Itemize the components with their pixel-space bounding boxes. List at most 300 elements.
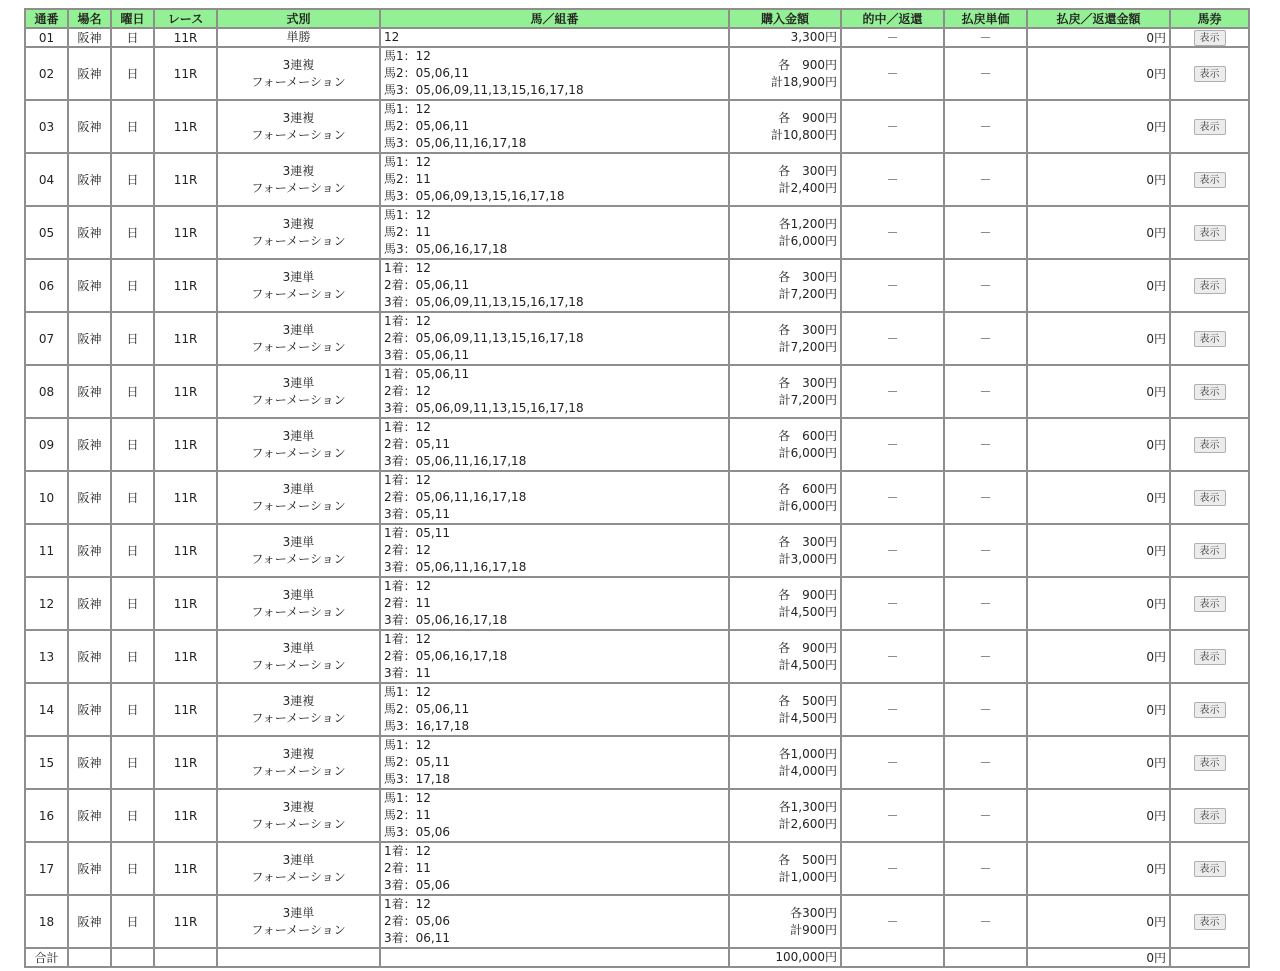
combination-line: 馬1：12 — [384, 685, 431, 699]
hit-return-cell: － — [841, 259, 944, 312]
bet-type-cell — [217, 577, 380, 630]
purchase-amount-cell — [729, 259, 841, 312]
bet-type-line: フォーメーション — [251, 392, 346, 407]
bet-type-cell — [217, 206, 380, 259]
combination-line: 馬2：05,06,11 — [384, 66, 470, 80]
bet-type-cell — [217, 365, 380, 418]
combination-line: 3着：05,06,09,11,13,15,16,17,18 — [384, 295, 584, 309]
combination-line: 1着：12 — [384, 844, 431, 858]
table-row — [25, 736, 1249, 789]
amount-line: 各1,000円 — [778, 746, 837, 761]
show-ticket-button[interactable]: 表示 — [1194, 30, 1226, 46]
hit-return-cell: － — [841, 842, 944, 895]
header-bet-type: 式別 — [217, 9, 380, 28]
combination-cell — [380, 153, 729, 206]
total-amount: 100,000円 — [729, 948, 841, 967]
bet-type-line: 3連複 — [282, 799, 315, 814]
payout-unit-cell: － — [944, 259, 1027, 312]
combination-line: 1着：12 — [384, 473, 431, 487]
amount-line: 各 900円 — [778, 110, 837, 125]
bet-type-line: 3連複 — [282, 110, 315, 125]
ticket-cell — [1170, 365, 1249, 418]
race-cell: 11R — [154, 259, 217, 312]
bet-type-line: フォーメーション — [251, 763, 346, 778]
race-cell: 11R — [154, 471, 217, 524]
venue-cell: 阪神 — [68, 153, 111, 206]
race-cell: 11R — [154, 524, 217, 577]
payout-amount-cell: 0円 — [1027, 153, 1170, 206]
table-row — [25, 47, 1249, 100]
table-row — [25, 312, 1249, 365]
ticket-cell — [1170, 418, 1249, 471]
hit-return-cell: － — [841, 418, 944, 471]
bet-type-line: フォーメーション — [251, 498, 346, 513]
combination-line: 2着：11 — [384, 861, 431, 875]
combination-cell — [380, 259, 729, 312]
payout-unit-cell: － — [944, 365, 1027, 418]
header-race: レース — [154, 9, 217, 28]
combination-cell — [380, 736, 729, 789]
bet-type-line: 3連単 — [282, 587, 315, 602]
amount-line: 各 300円 — [778, 163, 837, 178]
combination-line: 3着：05,11 — [384, 507, 450, 521]
venue-cell: 阪神 — [68, 842, 111, 895]
show-ticket-button[interactable]: 表示 — [1194, 278, 1226, 294]
weekday-cell: 日 — [111, 153, 154, 206]
bet-type-line: 3連単 — [282, 269, 315, 284]
payout-unit-cell: － — [944, 28, 1027, 47]
amount-line: 各1,300円 — [778, 799, 837, 814]
amount-line: 計7,200円 — [778, 339, 837, 354]
combination-line: 1着：12 — [384, 579, 431, 593]
race-cell: 11R — [154, 683, 217, 736]
weekday-cell: 日 — [111, 577, 154, 630]
venue-cell: 阪神 — [68, 418, 111, 471]
serial-cell: 11 — [25, 524, 68, 577]
show-ticket-button[interactable]: 表示 — [1194, 490, 1226, 506]
weekday-cell: 日 — [111, 842, 154, 895]
show-ticket-button[interactable]: 表示 — [1194, 808, 1226, 824]
combination-line: 馬2：11 — [384, 172, 431, 186]
show-ticket-button[interactable]: 表示 — [1194, 649, 1226, 665]
bet-type-cell — [217, 312, 380, 365]
combination-line: 3着：05,06,11,16,17,18 — [384, 454, 527, 468]
combination-line: 馬3：05,06,11,16,17,18 — [384, 136, 527, 150]
serial-cell: 03 — [25, 100, 68, 153]
combination-line: 馬1：12 — [384, 791, 431, 805]
purchase-amount-cell — [729, 577, 841, 630]
combination-cell — [380, 312, 729, 365]
hit-return-cell: － — [841, 895, 944, 948]
weekday-cell: 日 — [111, 259, 154, 312]
bet-type-line: フォーメーション — [251, 604, 346, 619]
bet-type-cell — [217, 789, 380, 842]
amount-line: 計6,000円 — [778, 445, 837, 460]
table-row — [25, 471, 1249, 524]
weekday-cell: 日 — [111, 736, 154, 789]
table-row — [25, 206, 1249, 259]
combination-line: 馬3：05,06,09,11,13,15,16,17,18 — [384, 83, 584, 97]
serial-cell: 08 — [25, 365, 68, 418]
amount-line: 各 600円 — [778, 481, 837, 496]
purchase-amount-cell — [729, 206, 841, 259]
table-body — [25, 28, 1249, 948]
bet-type-cell — [217, 630, 380, 683]
venue-cell: 阪神 — [68, 789, 111, 842]
table-row — [25, 895, 1249, 948]
header-payout-amount: 払戻／返還金額 — [1027, 9, 1170, 28]
combination-line: 1着：05,11 — [384, 526, 450, 540]
race-cell: 11R — [154, 206, 217, 259]
hit-return-cell: － — [841, 789, 944, 842]
bet-type-line: フォーメーション — [251, 180, 346, 195]
amount-line: 計1,000円 — [778, 869, 837, 884]
show-ticket-button[interactable]: 表示 — [1194, 543, 1226, 559]
payout-amount-cell: 0円 — [1027, 100, 1170, 153]
bet-type-line: フォーメーション — [251, 233, 346, 248]
serial-cell: 18 — [25, 895, 68, 948]
payout-amount-cell: 0円 — [1027, 418, 1170, 471]
payout-unit-cell: － — [944, 842, 1027, 895]
combination-line: 馬1：12 — [384, 738, 431, 752]
race-cell: 11R — [154, 28, 217, 47]
combination-cell — [380, 365, 729, 418]
table-row — [25, 100, 1249, 153]
weekday-cell: 日 — [111, 418, 154, 471]
combination-cell — [380, 100, 729, 153]
payout-unit-cell: － — [944, 312, 1027, 365]
amount-line: 計4,500円 — [778, 604, 837, 619]
combination-cell — [380, 47, 729, 100]
race-cell: 11R — [154, 736, 217, 789]
venue-cell: 阪神 — [68, 471, 111, 524]
purchase-amount-cell — [729, 418, 841, 471]
combination-line: 1着：12 — [384, 314, 431, 328]
weekday-cell: 日 — [111, 312, 154, 365]
hit-return-cell: － — [841, 577, 944, 630]
payout-unit-cell: － — [944, 418, 1027, 471]
payout-amount-cell: 0円 — [1027, 895, 1170, 948]
serial-cell: 10 — [25, 471, 68, 524]
race-cell: 11R — [154, 153, 217, 206]
combination-line: 馬1：12 — [384, 49, 431, 63]
bet-type-line: 3連単 — [282, 481, 315, 496]
venue-cell: 阪神 — [68, 312, 111, 365]
combination-line: 3着：05,06,11,16,17,18 — [384, 560, 527, 574]
combination-line: 2着：05,06 — [384, 914, 450, 928]
amount-line: 計4,500円 — [778, 710, 837, 725]
combination-line: 馬1：12 — [384, 155, 431, 169]
payout-amount-cell: 0円 — [1027, 206, 1170, 259]
combination-line: 1着：12 — [384, 261, 431, 275]
amount-line: 各 300円 — [778, 534, 837, 549]
amount-line: 各 300円 — [778, 375, 837, 390]
purchase-amount-cell — [729, 153, 841, 206]
hit-return-cell: － — [841, 524, 944, 577]
combination-line: 馬2：05,06,11 — [384, 702, 470, 716]
combination-cell — [380, 842, 729, 895]
payout-unit-cell: － — [944, 577, 1027, 630]
ticket-cell — [1170, 577, 1249, 630]
bet-type-line: フォーメーション — [251, 286, 346, 301]
serial-cell: 04 — [25, 153, 68, 206]
show-ticket-button[interactable]: 表示 — [1194, 755, 1226, 771]
bet-history-table — [24, 8, 1250, 968]
weekday-cell: 日 — [111, 524, 154, 577]
payout-amount-cell: 0円 — [1027, 28, 1170, 47]
combination-line: 馬2：05,06,11 — [384, 119, 470, 133]
combination-cell — [380, 206, 729, 259]
amount-line: 各1,200円 — [778, 216, 837, 231]
weekday-cell: 日 — [111, 365, 154, 418]
bet-type-line: 3連複 — [282, 163, 315, 178]
combination-line: 馬2：11 — [384, 225, 431, 239]
combination-line: 馬3：16,17,18 — [384, 719, 470, 733]
race-cell: 11R — [154, 418, 217, 471]
header-ticket: 馬券 — [1170, 9, 1249, 28]
table-row — [25, 28, 1249, 47]
payout-amount-cell: 0円 — [1027, 47, 1170, 100]
combination-line: 1着：12 — [384, 897, 431, 911]
bet-type-line: フォーメーション — [251, 74, 346, 89]
serial-cell: 14 — [25, 683, 68, 736]
amount-line: 計18,900円 — [771, 74, 837, 89]
combination-line: 馬2：05,11 — [384, 755, 450, 769]
ticket-cell — [1170, 471, 1249, 524]
bet-type-cell — [217, 259, 380, 312]
purchase-amount-cell — [729, 471, 841, 524]
amount-line: 計7,200円 — [778, 286, 837, 301]
race-cell: 11R — [154, 47, 217, 100]
amount-line: 各 300円 — [778, 322, 837, 337]
hit-return-cell: － — [841, 153, 944, 206]
weekday-cell: 日 — [111, 206, 154, 259]
payout-amount-cell: 0円 — [1027, 789, 1170, 842]
purchase-amount-cell — [729, 312, 841, 365]
payout-unit-cell: － — [944, 153, 1027, 206]
bet-history-panel — [24, 8, 1250, 968]
combination-cell — [380, 28, 729, 47]
table-row — [25, 630, 1249, 683]
serial-cell: 12 — [25, 577, 68, 630]
table-row — [25, 524, 1249, 577]
venue-cell: 阪神 — [68, 577, 111, 630]
serial-cell: 07 — [25, 312, 68, 365]
payout-unit-cell: － — [944, 524, 1027, 577]
venue-cell: 阪神 — [68, 895, 111, 948]
serial-cell: 01 — [25, 28, 68, 47]
show-ticket-button[interactable]: 表示 — [1194, 914, 1226, 930]
serial-cell: 16 — [25, 789, 68, 842]
payout-amount-cell: 0円 — [1027, 736, 1170, 789]
amount-line: 計6,000円 — [778, 233, 837, 248]
payout-amount-cell: 0円 — [1027, 842, 1170, 895]
purchase-amount-cell — [729, 842, 841, 895]
table-header — [25, 9, 1249, 28]
bet-type-cell — [217, 683, 380, 736]
serial-cell: 05 — [25, 206, 68, 259]
payout-unit-cell: － — [944, 895, 1027, 948]
venue-cell: 阪神 — [68, 206, 111, 259]
bet-type-line: フォーメーション — [251, 551, 346, 566]
combination-line: 馬2：11 — [384, 808, 431, 822]
amount-line: 計7,200円 — [778, 392, 837, 407]
combination-line: 3着：06,11 — [384, 931, 450, 945]
bet-type-cell — [217, 736, 380, 789]
venue-cell: 阪神 — [68, 524, 111, 577]
show-ticket-button[interactable]: 表示 — [1194, 596, 1226, 612]
amount-line: 計2,600円 — [778, 816, 837, 831]
purchase-amount-cell — [729, 683, 841, 736]
race-cell: 11R — [154, 842, 217, 895]
hit-return-cell: － — [841, 683, 944, 736]
race-cell: 11R — [154, 100, 217, 153]
show-ticket-button[interactable]: 表示 — [1194, 437, 1226, 453]
show-ticket-button[interactable]: 表示 — [1194, 172, 1226, 188]
show-ticket-button[interactable]: 表示 — [1194, 384, 1226, 400]
amount-line: 計900円 — [790, 922, 837, 937]
bet-type-cell — [217, 28, 380, 47]
bet-type-cell — [217, 418, 380, 471]
bet-type-cell — [217, 895, 380, 948]
hit-return-cell: － — [841, 47, 944, 100]
ticket-cell — [1170, 895, 1249, 948]
bet-type-line: フォーメーション — [251, 816, 346, 831]
bet-type-cell — [217, 47, 380, 100]
bet-type-line: 3連単 — [282, 375, 315, 390]
table-row — [25, 418, 1249, 471]
combination-line: 3着：11 — [384, 666, 431, 680]
race-cell: 11R — [154, 895, 217, 948]
weekday-cell: 日 — [111, 895, 154, 948]
bet-type-line: 3連複 — [282, 746, 315, 761]
weekday-cell: 日 — [111, 47, 154, 100]
combination-cell — [380, 577, 729, 630]
hit-return-cell: － — [841, 28, 944, 47]
show-ticket-button[interactable]: 表示 — [1194, 225, 1226, 241]
ticket-cell — [1170, 524, 1249, 577]
bet-type-cell — [217, 100, 380, 153]
bet-type-line: 3連単 — [282, 905, 315, 920]
payout-unit-cell: － — [944, 683, 1027, 736]
ticket-cell — [1170, 736, 1249, 789]
total-label: 合計 — [25, 948, 68, 967]
combination-line: 1着：12 — [384, 632, 431, 646]
combination-line: 3着：05,06,09,11,13,15,16,17,18 — [384, 401, 584, 415]
combination-line: 2着：05,06,09,11,13,15,16,17,18 — [384, 331, 584, 345]
combination-line: 2着：12 — [384, 384, 431, 398]
total-row — [25, 948, 1249, 967]
payout-amount-cell: 0円 — [1027, 312, 1170, 365]
show-ticket-button[interactable]: 表示 — [1194, 861, 1226, 877]
combination-line: 2着：11 — [384, 596, 431, 610]
amount-line: 計2,400円 — [778, 180, 837, 195]
purchase-amount-cell — [729, 630, 841, 683]
payout-unit-cell: － — [944, 630, 1027, 683]
payout-unit-cell: － — [944, 100, 1027, 153]
hit-return-cell: － — [841, 630, 944, 683]
serial-cell: 17 — [25, 842, 68, 895]
payout-amount-cell: 0円 — [1027, 630, 1170, 683]
combination-line: 2着：05,06,11 — [384, 278, 470, 292]
table-row — [25, 259, 1249, 312]
amount-line: 各 300円 — [778, 269, 837, 284]
payout-unit-cell: － — [944, 789, 1027, 842]
hit-return-cell: － — [841, 365, 944, 418]
combination-line: 3着：05,06 — [384, 878, 450, 892]
payout-amount-cell: 0円 — [1027, 683, 1170, 736]
ticket-cell — [1170, 206, 1249, 259]
payout-amount-cell: 0円 — [1027, 471, 1170, 524]
amount-line: 計3,000円 — [778, 551, 837, 566]
amount-line: 計4,500円 — [778, 657, 837, 672]
payout-unit-cell: － — [944, 471, 1027, 524]
table-row — [25, 683, 1249, 736]
serial-cell: 09 — [25, 418, 68, 471]
combination-cell — [380, 630, 729, 683]
ticket-cell — [1170, 683, 1249, 736]
combination-cell — [380, 418, 729, 471]
header-combination: 馬／組番 — [380, 9, 729, 28]
payout-amount-cell: 0円 — [1027, 365, 1170, 418]
amount-line: 各 900円 — [778, 587, 837, 602]
show-ticket-button[interactable]: 表示 — [1194, 66, 1226, 82]
purchase-amount-cell — [729, 47, 841, 100]
weekday-cell: 日 — [111, 683, 154, 736]
hit-return-cell: － — [841, 206, 944, 259]
amount-line: 3,300円 — [790, 30, 837, 44]
combination-line: 1着：12 — [384, 420, 431, 434]
bet-type-line: フォーメーション — [251, 339, 346, 354]
ticket-cell — [1170, 312, 1249, 365]
weekday-cell: 日 — [111, 100, 154, 153]
bet-type-line: 3連単 — [282, 534, 315, 549]
bet-type-line: 3連単 — [282, 322, 315, 337]
table-row — [25, 842, 1249, 895]
ticket-cell — [1170, 100, 1249, 153]
table-footer — [25, 948, 1249, 967]
combination-line: 馬3：05,06 — [384, 825, 450, 839]
ticket-cell — [1170, 630, 1249, 683]
combination-line: 3着：05,06,11 — [384, 348, 470, 362]
purchase-amount-cell — [729, 28, 841, 47]
show-ticket-button[interactable]: 表示 — [1194, 331, 1226, 347]
hit-return-cell: － — [841, 100, 944, 153]
show-ticket-button[interactable]: 表示 — [1194, 119, 1226, 135]
bet-type-line: 3連単 — [282, 852, 315, 867]
table-row — [25, 789, 1249, 842]
race-cell: 11R — [154, 365, 217, 418]
combination-line: 2着：05,06,11,16,17,18 — [384, 490, 527, 504]
purchase-amount-cell — [729, 736, 841, 789]
race-cell: 11R — [154, 630, 217, 683]
amount-line: 各 500円 — [778, 852, 837, 867]
venue-cell: 阪神 — [68, 630, 111, 683]
bet-type-line: フォーメーション — [251, 922, 346, 937]
venue-cell: 阪神 — [68, 47, 111, 100]
ticket-cell — [1170, 28, 1249, 47]
combination-cell — [380, 895, 729, 948]
total-refund: 0円 — [1027, 948, 1170, 967]
amount-line: 各 500円 — [778, 693, 837, 708]
purchase-amount-cell — [729, 895, 841, 948]
bet-type-line: フォーメーション — [251, 710, 346, 725]
payout-amount-cell: 0円 — [1027, 577, 1170, 630]
show-ticket-button[interactable]: 表示 — [1194, 702, 1226, 718]
bet-type-line: 3連複 — [282, 693, 315, 708]
ticket-cell — [1170, 842, 1249, 895]
purchase-amount-cell — [729, 100, 841, 153]
